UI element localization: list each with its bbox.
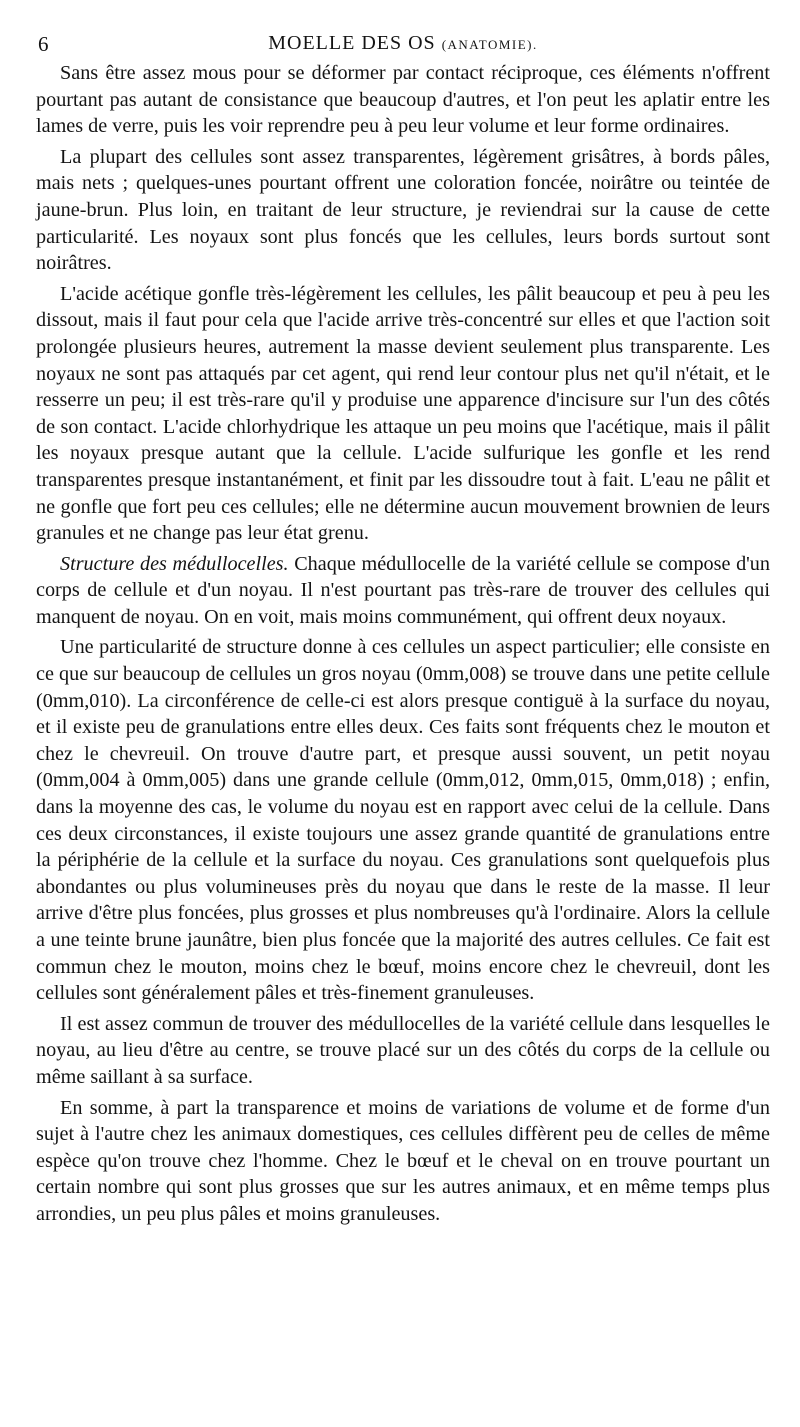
- paragraph-6: [36, 1011, 770, 1091]
- running-title: [36, 32, 770, 55]
- section-heading-structure: Structure des médullocelles.: [60, 552, 289, 575]
- paragraph-7-text: En somme, à part la transparence et moins de variations de volume et de forme d'un sujet à l'autre chez les animaux domestiques, ces cellules diffèrent peu de celles de même espèce qu'on trouve chez l'homme. Chez le bœuf et le cheval on en trouve pourtant un certain nombre qui sont plus grosses que sur les autres animaux, et en même temps plus arrondies, un peu plus pâles et moins granuleuses.: [36, 1096, 770, 1225]
- page: [36, 24, 770, 1228]
- running-header: [36, 24, 770, 60]
- paragraph-2: [36, 144, 770, 277]
- paragraph-5: [36, 634, 770, 1006]
- running-title-section: (ANATOMIE).: [441, 37, 538, 52]
- paragraph-5-text: Une particularité de structure donne à ces cellules un aspect particulier; elle consiste en ce que sur beaucoup de cellules un gros noyau (0mm,008) se trouve dans une petite cellule (0mm,010). La circonférence de celle-ci est alors presque contiguë à la surface du noyau, et il existe peu de granulations entre elles deux. Ces faits sont fréquents chez le mouton et chez le chevreuil. On trouve d'autre part, et presque aussi souvent, un petit noyau (0mm,004 à 0mm,005) dans une grande cellule (0mm,012, 0mm,015, 0mm,018) ; enfin, dans la moyenne des cas, le volume du noyau est en rapport avec celui de la cellule. Dans ces deux circonstances, il existe toujours une assez grande quantité de granulations entre la périphérie de la cellule et la surface du noyau. Ces granulations sont quelquefois plus abondantes ou plus volumineuses près du noyau que dans le reste de la masse. Il leur arrive d'être plus foncées, plus grosses et plus nombreuses qu'à l'ordinaire. Alors la cellule a une teinte brune jaunâtre, bien plus foncée que la majorité des autres cellules. Ce fait est commun chez le mouton, moins chez le bœuf, moins encore chez le chevreuil, dont les cellules sont généralement pâles et très-finement granuleuses.: [36, 636, 770, 1005]
- page-number: 6: [38, 32, 49, 56]
- paragraph-4-text: Chaque médullocelle de la variété cellule se compose d'un corps de cellule et d'un noyau. Il n'est pourtant pas très-rare de trouver des cellules qui manquent de noyau. On en voit, mais moins communément, qui offrent deux noyaux.: [36, 552, 770, 628]
- paragraph-1: [36, 60, 770, 140]
- paragraph-1-text: Sans être assez mous pour se déformer par contact réciproque, ces éléments n'offrent pourtant pas autant de consistance que beaucoup d'autres, et l'on peut les aplatir entre les lames de verre, puis les voir reprendre peu à peu leur volume et leur forme ordinaires.: [36, 62, 770, 138]
- running-title-main: MOELLE DES OS: [268, 32, 436, 54]
- paragraph-6-text: Il est assez commun de trouver des médullocelles de la variété cellule dans lesquelles le noyau, au lieu d'être au centre, se trouve placé sur un des côtés du corps de la cellule ou même saillant à sa surface.: [36, 1012, 770, 1088]
- paragraph-4: [36, 551, 770, 631]
- paragraph-3: [36, 281, 770, 547]
- paragraph-3-text: L'acide acétique gonfle très-légèrement les cellules, les pâlit beaucoup et peu à peu les dissout, mais il faut pour cela que l'acide arrive très-concentré sur elles et que l'action soit prolongée plusieurs heures, autrement la masse devient seulement plus transparente. Les noyaux ne sont pas attaqués par cet agent, qui rend leur contour plus net qu'il n'était, et le resserre un peu; il est très-rare qu'il y produise une apparence d'incisure sur l'un des côtés de son contact. L'acide chlorhydrique les attaque un peu moins que l'acétique, mais il pâlit les noyaux presque autant que la cellule. L'acide sulfurique les gonfle et les rend transparentes presque instantanément, et finit par les dissoudre tout à fait. L'eau ne pâlit et ne gonfle que fort peu ces cellules; elle ne détermine aucun mouvement brownien de leurs granules et ne change pas leur état grenu.: [36, 282, 770, 545]
- paragraph-2-text: La plupart des cellules sont assez transparentes, légèrement grisâtres, à bords pâles, mais nets ; quelques-unes pourtant offrent une coloration foncée, noirâtre ou teintée de jaune-brun. Plus loin, en traitant de leur structure, je reviendrai sur la cause de cette particularité. Les noyaux sont plus foncés que les cellules, leurs bords surtout sont noirâtres.: [36, 145, 770, 275]
- body-text: [36, 60, 770, 1228]
- paragraph-7: [36, 1095, 770, 1228]
